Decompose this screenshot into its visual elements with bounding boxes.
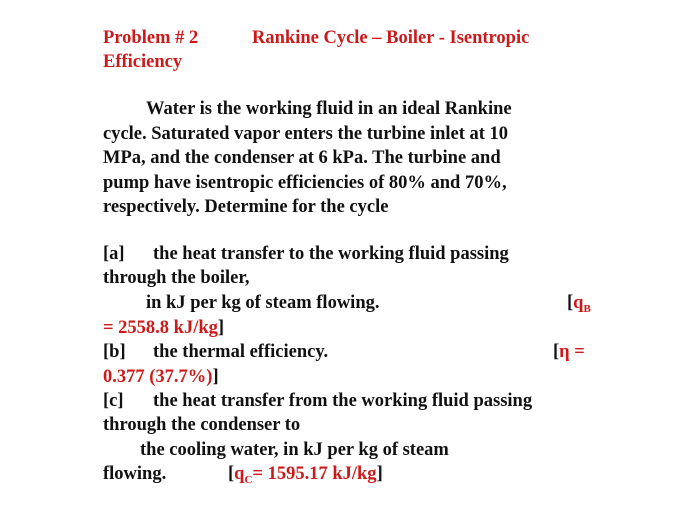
part-c-line-4: flowing. [103, 464, 167, 484]
part-a-answer-symbol: q [573, 293, 584, 313]
statement-line-5: respectively. Determine for the cycle [103, 197, 389, 217]
part-a-answer-subscript: B [583, 303, 591, 315]
part-c-answer-value: = 1595.17 kJ/kg [252, 464, 377, 484]
part-c-line-1: the heat transfer from the working fluid passing [153, 391, 533, 411]
statement-line-3: MPa, and the condenser at 6 kPa. The turbine and [103, 148, 501, 168]
part-c-marker: [c] [103, 391, 124, 411]
part-b-answer-value: 0.377 (37.7%) [103, 367, 213, 387]
statement-line-4: pump have isentropic efficiencies of 80% and 70%, [103, 173, 507, 193]
part-b-answer-value-line [103, 366, 219, 388]
problem-title-cont: Efficiency [103, 52, 183, 72]
part-a-bracket-open: [ [567, 293, 574, 313]
part-c-bracket-open: [ [228, 464, 235, 484]
problem-label: Problem # 2 [103, 28, 199, 48]
part-c-answer-symbol: q [234, 464, 245, 484]
statement-line-2: cycle. Saturated vapor enters the turbine inlet at 10 [103, 124, 509, 144]
problem-title: Rankine Cycle – Boiler - Isentropic [252, 28, 530, 48]
part-a-line-1: the heat transfer to the working fluid passing [153, 244, 509, 264]
part-c-line-3: the cooling water, in kJ per kg of steam [140, 440, 449, 460]
part-a-bracket-close: ] [217, 318, 225, 338]
statement-line-1: Water is the working fluid in an ideal Rankine [146, 99, 512, 119]
part-c-line-2: through the condenser to [103, 415, 301, 435]
part-b-line-1: the thermal efficiency. [153, 342, 329, 362]
part-b-bracket-close: ] [212, 367, 219, 387]
part-a-line-2: through the boiler, [103, 268, 250, 288]
part-a-answer-start [567, 292, 591, 316]
part-a-answer-value-line [103, 317, 224, 339]
part-c-bracket-close: ] [376, 464, 383, 484]
part-a-marker: [a] [103, 244, 125, 264]
part-c-answer-subscript: C [244, 474, 253, 486]
part-a-line-3: in kJ per kg of steam flowing. [146, 293, 380, 313]
part-a-answer-value: = 2558.8 kJ/kg [103, 318, 218, 338]
part-b-marker: [b] [103, 342, 126, 362]
part-c-answer [228, 463, 383, 487]
part-b-bracket-open: [ [553, 342, 560, 362]
part-b-answer-symbol: η = [559, 342, 585, 362]
part-b-answer-start [553, 341, 585, 363]
